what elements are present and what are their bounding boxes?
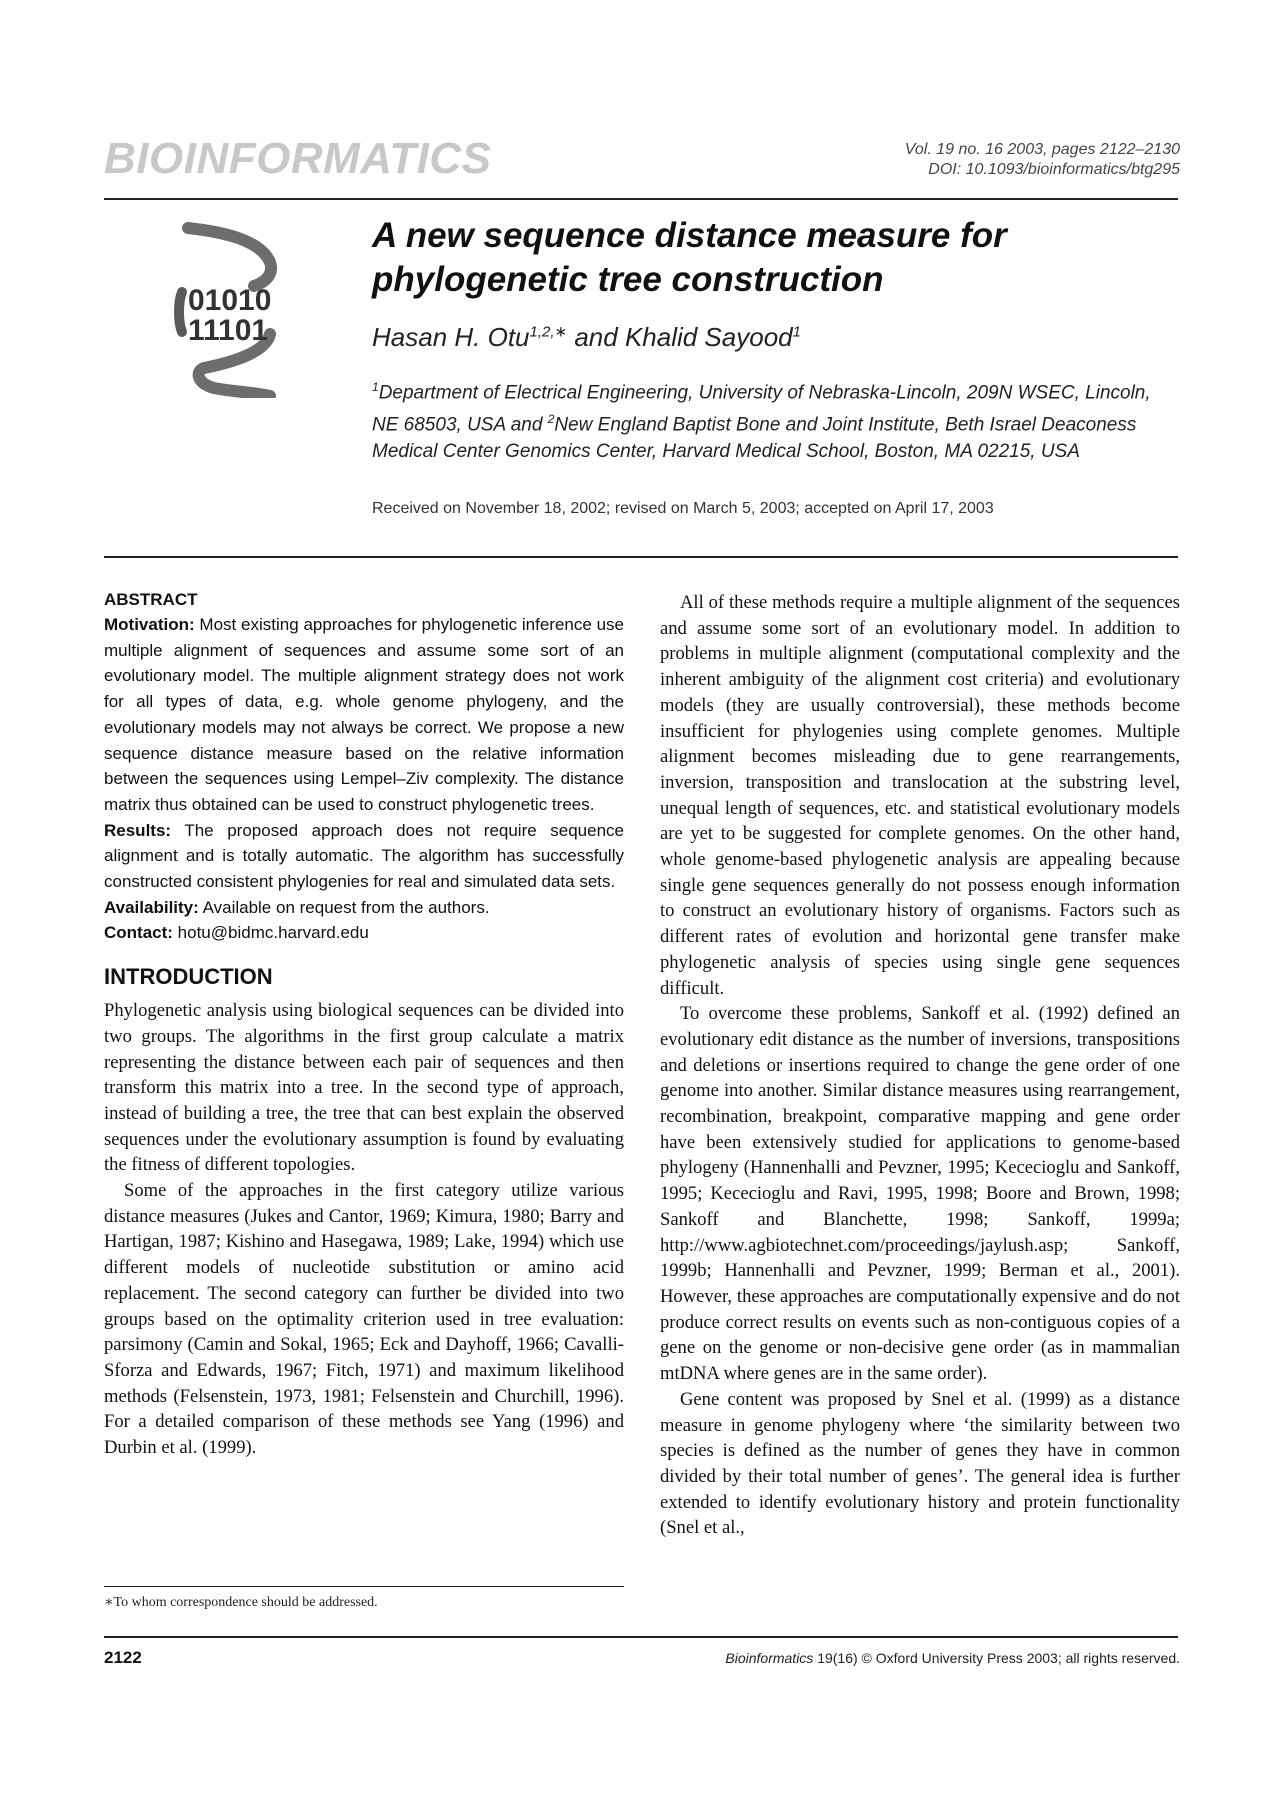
motivation-label: Motivation: (104, 615, 195, 634)
results-text: The proposed approach does not require sequence alignment and is totally automatic. The algorithm has successfully constructed consistent phylogenies for real and simulated data sets. (104, 820, 624, 892)
affiliations (372, 374, 1182, 465)
intro-paragraph-1: Phylogenetic analysis using biological sequences can be divided into two groups. The algorithms in the first group calculate a matrix representing the distance between each pair of sequences and then transform this matrix into a tree. In the second type of approach, instead of building a tree, the tree that can best explain the observed sequences under the evolutionary assumption is found by evaluating the fitness of different topologies. (104, 1000, 624, 1176)
abstract-heading: ABSTRACT (104, 590, 198, 609)
article-title: A new sequence distance measure for phylogenetic tree construction (372, 216, 1007, 299)
title-block-rule (104, 556, 1178, 558)
abstract-availability (104, 895, 624, 921)
author-conjunction: and (567, 322, 625, 352)
footer-rule (104, 1636, 1178, 1638)
copyright-journal: Bioinformatics (725, 1650, 814, 1666)
copyright-text: 19(16) © Oxford University Press 2003; all rights reserved. (813, 1650, 1180, 1666)
affil-marker-1: 1 (372, 380, 379, 394)
abstract-contact (104, 920, 624, 946)
intro-paragraph-2: Some of the approaches in the first category utilize various distance measures (Jukes and Cantor, 1969; Kimura, 1980; Barry and Hartigan, 1987; Kishino and Hasegawa, 1989; Lake, 1994) which use different models of nucleotide substitution or amino acid replacement. The second category can further be divided into two groups based on the optimality criterion used in tree evaluation: parsimony (Camin and Sokal, 1965; Eck and Dayhoff, 1966; Cavalli-Sforza and Edwards, 1967; Fitch, 1971) and maximum likelihood methods (Felsenstein, 1973, 1981; Felsenstein and Churchill, 1996). For a detailed comparison of these methods see Yang (1996) and Durbin et al. (1999). (104, 1180, 624, 1459)
author-1-affiliation: 1,2,∗ (529, 323, 568, 341)
right-column (660, 590, 1180, 1541)
doi-line: DOI: 10.1093/bioinformatics/btg295 (928, 161, 1180, 178)
contact-label: Contact: (104, 923, 173, 943)
author-1: Hasan H. Otu (372, 322, 530, 352)
availability-label: Availability: (104, 897, 199, 917)
left-column (104, 590, 624, 1461)
author-2-affiliation: 1 (792, 323, 801, 341)
availability-text: Available on request from the authors. (198, 897, 490, 917)
abstract-motivation (104, 612, 624, 818)
page-number: 2122 (104, 1648, 142, 1667)
journal-logo-icon (174, 222, 284, 398)
author-line (372, 322, 801, 353)
received-dates: Received on November 18, 2002; revised on March 5, 2003; accepted on April 17, 2003 (372, 500, 994, 517)
footnote-rule (104, 1586, 624, 1587)
right-paragraph-2: To overcome these problems, Sankoff et al. (1992) defined an evolutionary edit distance as the number of inversions, transpositions and deletions or insertions required to change the gene order of one genome into another. Similar distance measures using rearrangement, recombination, breakpoint, comparative mapping and gene order have been extensively studied for applications to genome-based phylogeny (Hannenhalli and Pevzner, 1995; Kececioglu and Sankoff, 1995; Kececioglu and Ravi, 1995, 1998; Boore and Brown, 1998; Sankoff and Blanchette, 1998; Sankoff, 1999a; http://www.agbiotechnet.com/proceedings/jaylush.asp; Sankoff, 1999b; Hannenhalli and Pevzner, 1999; Berman et al., 2001). However, these approaches are computationally expensive and do not produce correct results on events such as non-contiguous copies of a gene on the genome or non-decisive gene order (as in mammalian mtDNA where genes are in the same order). (660, 1003, 1180, 1385)
right-paragraph-1: All of these methods require a multiple alignment of the sequences and assume some sort of an evolutionary model. In addition to problems in multiple alignment (computational complexity and the inherent ambiguity of the alignment cost criteria) and evolutionary models (they are usually controversial), these methods become insufficient for phylogenies using complete genomes. Multiple alignment becomes misleading due to gene rearrangements, inversion, transposition and translocation at the substring level, unequal length of sequences, etc. and statistical evolutionary models are yet to be suggested for complete genomes. On the other hand, whole genome-based phylogenetic analysis are appealing because single gene sequences generally do not possess enough information to construct an evolutionary history of organisms. Factors such as different rates of evolution and horizontal gene transfer make phylogenetic analysis of species using single gene sequences difficult. (660, 592, 1180, 999)
correspondence-footnote: ∗To whom correspondence should be addressed. (104, 1595, 378, 1610)
journal-name: BIOINFORMATICS (104, 134, 492, 183)
results-label: Results: (104, 820, 172, 840)
right-paragraph-3: Gene content was proposed by Snel et al. (1999) as a distance measure in genome phylogeny where ‘the similarity between two species is defined as the number of genes they have in common divided by their total number of genes’. The general idea is further extended to identify evolutionary history and protein functionality (Snel et al., (660, 1388, 1180, 1539)
volume-info (905, 140, 1180, 180)
logo-line2: 11101 (188, 314, 269, 347)
contact-text: hotu@bidmc.harvard.edu (172, 923, 369, 943)
volume-line: Vol. 19 no. 16 2003, pages 2122–2130 (904, 141, 1180, 158)
author-2: Khalid Sayood (624, 322, 793, 352)
logo-line1: 01010 (188, 284, 272, 317)
abstract-results (104, 818, 624, 895)
copyright-line (725, 1650, 1180, 1666)
affil-text-1: Department of Electrical Engineering, University of Nebraska-Lincoln, 209N WSEC, Lincoln, NE 68503, USA and (372, 382, 1151, 436)
header-rule (104, 198, 1178, 200)
introduction-heading: INTRODUCTION (104, 964, 273, 990)
motivation-text: Most existing approaches for phylogenetic inference use multiple alignment of sequences and assume some sort of an evolutionary model. The multiple alignment strategy does not work for all types of data, e.g. whole genome phylogeny, and the evolutionary models may not always be correct. We propose a new sequence distance measure based on the relative information between the sequences using Lempel–Ziv complexity. The distance matrix thus obtained can be used to construct phylogenetic trees. (104, 615, 624, 814)
affil-marker-2: 2 (547, 412, 555, 427)
affil-text-2: New England Baptist Bone and Joint Institute, Beth Israel Deaconess Medical Center Genomics Center, Harvard Medical School, Boston, MA 02215, USA (372, 414, 1137, 462)
